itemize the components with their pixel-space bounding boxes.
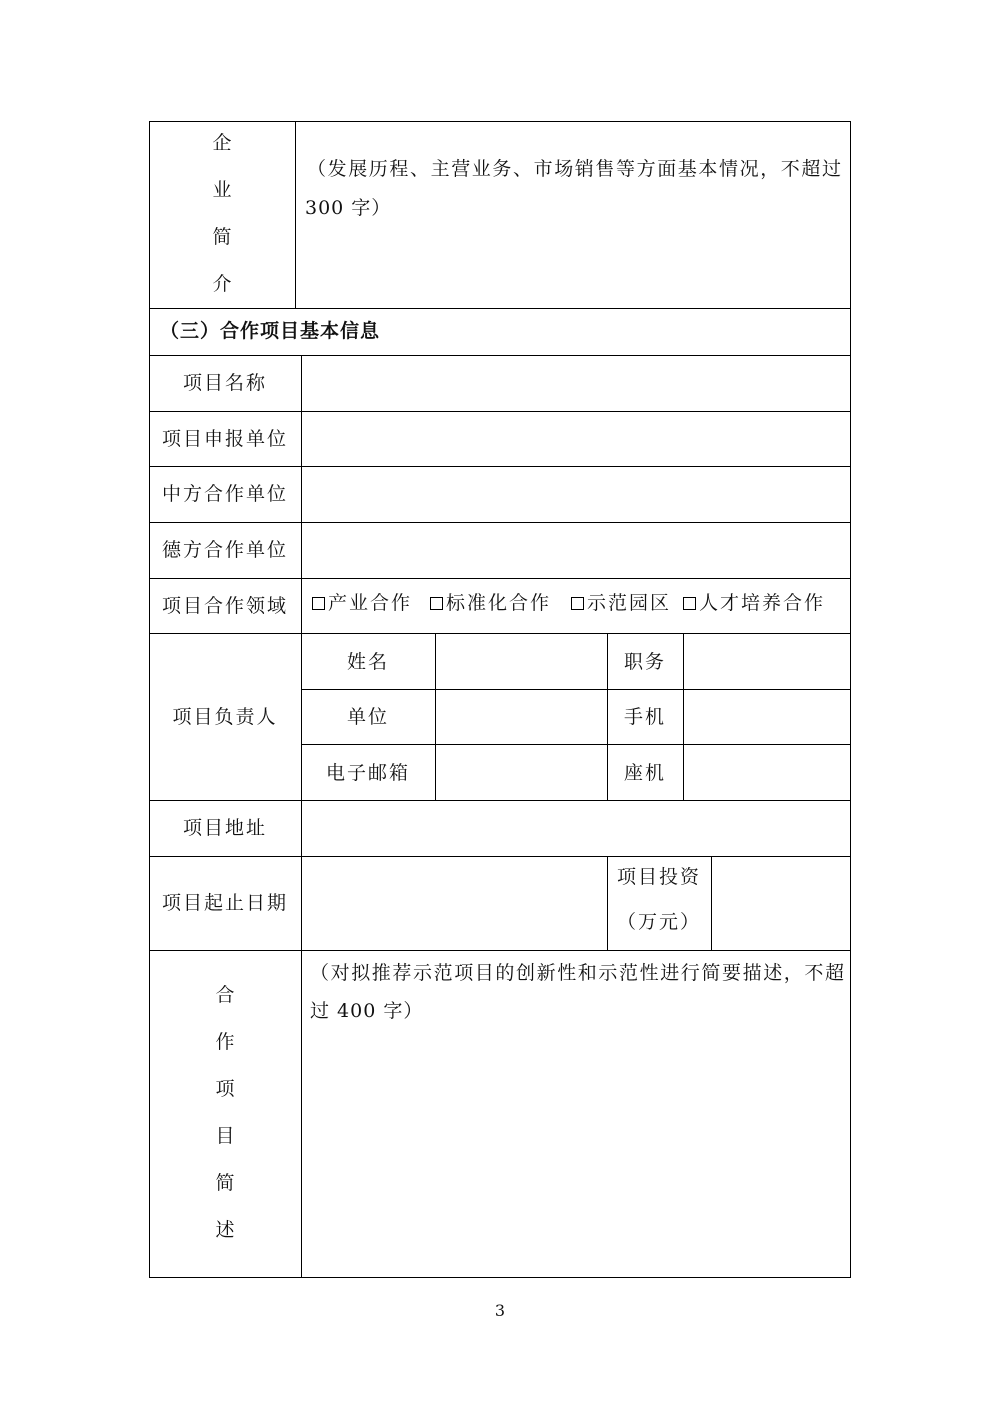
leader-unit-input[interactable] <box>436 690 607 744</box>
company-intro-hint-line2: 300 字） <box>305 197 392 219</box>
checkbox-icon[interactable] <box>312 597 325 610</box>
option-label: 示范园区 <box>587 592 672 614</box>
company-intro-hint-line1: （发展历程、主营业务、市场销售等方面基本情况，不超过 <box>307 158 843 180</box>
project-address-label: 项目地址 <box>182 817 267 839</box>
row-border <box>149 578 851 579</box>
german-partner-label: 德方合作单位 <box>161 539 288 561</box>
section-title: （三）合作项目基本信息 <box>160 320 381 342</box>
project-leader-label: 项目负责人 <box>172 706 278 728</box>
table-border-bottom <box>149 1277 851 1278</box>
project-name-input[interactable] <box>302 356 850 411</box>
project-summary-input[interactable] <box>302 1035 850 1275</box>
investment-input[interactable] <box>712 857 850 950</box>
label-char: 合 <box>215 984 235 1006</box>
company-intro-label <box>149 131 295 296</box>
investment-label-line1: 项目投资 <box>616 866 701 888</box>
checkbox-icon[interactable] <box>430 597 443 610</box>
option-label: 人才培养合作 <box>699 592 826 614</box>
label-char: 企 <box>212 132 232 154</box>
leader-position-label: 职务 <box>623 651 666 673</box>
project-address-input[interactable] <box>302 801 850 856</box>
option-industry[interactable] <box>312 591 412 615</box>
chinese-partner-input[interactable] <box>302 467 850 522</box>
label-char: 项 <box>215 1078 235 1100</box>
label-char: 简 <box>212 226 232 248</box>
leader-landline-label: 座机 <box>623 762 666 784</box>
page-number: 3 <box>494 1301 506 1320</box>
chinese-partner-label: 中方合作单位 <box>161 483 288 505</box>
leader-email-input[interactable] <box>436 745 607 800</box>
option-talent[interactable] <box>683 591 825 615</box>
intro-divider <box>295 121 296 308</box>
leader-mobile-input[interactable] <box>684 690 850 744</box>
table-border-top <box>149 121 851 122</box>
label-char: 作 <box>215 1031 235 1053</box>
option-label: 产业合作 <box>328 592 413 614</box>
leader-name-label: 姓名 <box>346 651 389 673</box>
project-name-label: 项目名称 <box>182 372 267 394</box>
project-period-input[interactable] <box>302 857 607 950</box>
project-period-label: 项目起止日期 <box>161 892 288 914</box>
label-char: 介 <box>212 273 232 295</box>
project-summary-label <box>149 983 301 1242</box>
row-border <box>149 308 851 309</box>
label-char: 述 <box>215 1219 235 1241</box>
german-partner-input[interactable] <box>302 523 850 578</box>
option-demo-park[interactable] <box>571 591 671 615</box>
label-char: 简 <box>215 1172 235 1194</box>
label-char: 业 <box>212 179 232 201</box>
leader-landline-input[interactable] <box>684 745 850 800</box>
investment-label-line2: （万元） <box>616 911 701 933</box>
label-char: 目 <box>215 1125 235 1147</box>
option-standardization[interactable] <box>430 591 551 615</box>
table-border-right <box>850 121 851 1278</box>
project-summary-hint-line2: 过 400 字） <box>310 1000 424 1022</box>
leader-email-label: 电子邮箱 <box>325 762 410 784</box>
cooperation-field-label: 项目合作领域 <box>161 595 288 617</box>
applicant-unit-label: 项目申报单位 <box>161 428 288 450</box>
option-label: 标准化合作 <box>446 592 552 614</box>
project-summary-hint-line1: （对拟推荐示范项目的创新性和示范性进行简要描述，不超 <box>310 962 846 984</box>
leader-unit-label: 单位 <box>346 706 389 728</box>
checkbox-icon[interactable] <box>571 597 584 610</box>
checkbox-icon[interactable] <box>683 597 696 610</box>
company-intro-input[interactable] <box>297 232 849 306</box>
leader-mobile-label: 手机 <box>623 706 666 728</box>
applicant-unit-input[interactable] <box>302 412 850 466</box>
leader-position-input[interactable] <box>684 634 850 689</box>
leader-name-input[interactable] <box>436 634 607 689</box>
row-border <box>149 950 851 951</box>
